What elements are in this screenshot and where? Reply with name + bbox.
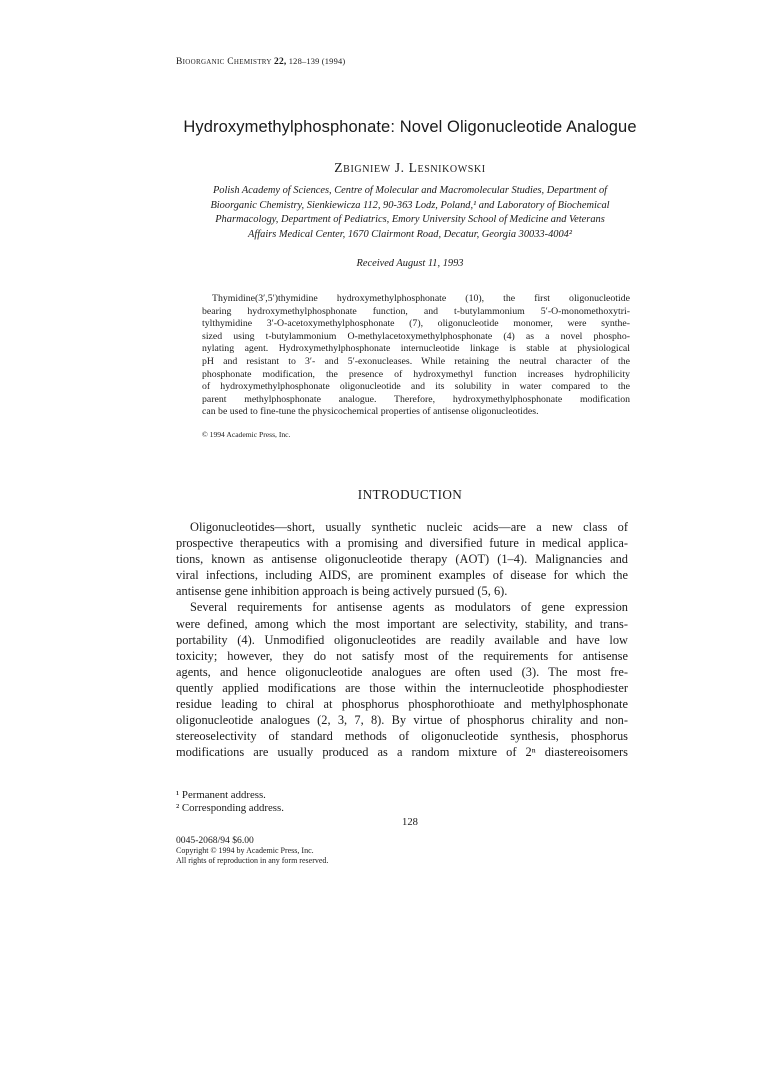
body-line: tions, known as antisense oligonucleotide therapy (AOT) (1–4). Malignancies and <box>176 552 628 567</box>
abstract-line: bearing hydroxymethylphosphonate function, and t-butylammonium 5′-O-monomethoxytri- <box>202 305 630 317</box>
received-date: Received August 11, 1993 <box>356 258 464 269</box>
page-number: 128 <box>402 817 418 828</box>
body-line: quently applied modifications are those within the internucleotide phosphodiester <box>176 680 628 695</box>
body-line: modifications are usually produced as a random mixture of 2ⁿ diastereoisomers <box>176 745 628 760</box>
affiliation-line: Bioorganic Chemistry, Sienkiewicza 112, 90-363 Lodz, Poland,¹ and Laboratory of Biochemical <box>210 199 610 211</box>
article-title: Hydroxymethylphosphonate: Novel Oligonucleotide Analogue <box>183 118 637 136</box>
section-heading-introduction: INTRODUCTION <box>357 487 463 502</box>
journal-header <box>176 57 596 67</box>
abstract-line: tylthymidine 3′-O-acetoxymethylphosphonate (7), oligonucleotide monomer, were synthe- <box>202 318 630 330</box>
body-line: toxicity; however, they do not satisfy most of the requirements for antisense <box>176 648 628 663</box>
publisher-info <box>176 836 476 867</box>
body-line: oligonucleotide analogues (2, 3, 7, 8). By virtue of phosphorus chirality and non- <box>176 713 628 728</box>
author-affiliation <box>182 184 638 242</box>
footnote-2: ² Corresponding address. <box>176 802 284 815</box>
abstract-line: phosphonate modification, the presence of hydroxymethyl function increases hydrophilicity <box>202 368 630 380</box>
abstract-line: Thymidine(3′,5′)thymidine hydroxymethylphosphonate (10), the first oligonucleotide <box>212 293 630 304</box>
abstract-line: nylating agent. Hydroxymethylphosphonate internucleotide linkage is stable at physiological <box>202 343 630 355</box>
body-line: agents, and hence oligonucleotide analogues are often used (3). The most fre- <box>176 664 628 679</box>
publisher-copyright: Copyright © 1994 by Academic Press, Inc. <box>176 846 314 856</box>
publisher-rights: All rights of reproduction in any form reserved. <box>176 856 329 866</box>
abstract-line: of hydroxymethylphosphonate oligonucleotide and its solubility in water compared to the <box>202 381 630 393</box>
abstract-line: parent methylphosphonate analogue. Therefore, hydroxymethylphosphonate modification <box>202 393 630 405</box>
affiliation-line: Polish Academy of Sciences, Centre of Molecular and Macromolecular Studies, Department of <box>212 185 608 196</box>
footnotes <box>176 789 628 816</box>
journal-name: Bioorganic Chemistry <box>176 57 272 67</box>
abstract <box>202 293 630 419</box>
body-line: stereoselectivity of standard methods of oligonucleotide synthesis, phosphorus <box>176 729 628 744</box>
body-line: prospective therapeutics with a promising and diversified future in medical applica- <box>176 536 628 551</box>
body-line: viral infections, including AIDS, are prominent examples of disease for which the <box>176 568 628 583</box>
introduction-body <box>176 519 628 760</box>
body-line: Several requirements for antisense agents as modulators of gene expression <box>190 600 628 615</box>
affiliation-line: Affairs Medical Center, 1670 Clairmont Road, Decatur, Georgia 30033-4004² <box>248 228 572 240</box>
journal-volume: 22, <box>274 57 287 67</box>
body-line: antisense gene inhibition approach is being actively pursued (5, 6). <box>176 584 508 599</box>
body-line: portability (4). Unmodified oligonucleotides are readily available and have low <box>176 632 628 647</box>
body-line: were defined, among which the most important are selectivity, stability, and trans- <box>176 616 628 631</box>
affiliation-line: Pharmacology, Department of Pediatrics, Emory University School of Medicine and Veterans <box>215 214 605 226</box>
abstract-line: sized using t-butylammonium O-methylacetoxymethylphosphonate (4) as a novel phospho- <box>202 330 630 342</box>
body-line: residue leading to chiral at phosphorus phosphorothioate and methylphosphonate <box>176 697 628 712</box>
footnote-1: ¹ Permanent address. <box>176 789 266 801</box>
abstract-line: can be used to fine-tune the physicochemical properties of antisense oligonucleotides. <box>202 406 539 418</box>
journal-pages-year: 128–139 (1994) <box>288 57 346 66</box>
issn-price: 0045-2068/94 $6.00 <box>176 835 254 846</box>
abstract-copyright: © 1994 Academic Press, Inc. <box>202 430 291 439</box>
body-line: Oligonucleotides—short, usually synthetic nucleic acids—are a new class of <box>190 520 628 534</box>
abstract-line: pH and resistant to 3′- and 5′-exonucleases. While retaining the neutral character of the <box>202 355 630 367</box>
author-name: Zbigniew J. Lesnikowski <box>334 160 486 175</box>
